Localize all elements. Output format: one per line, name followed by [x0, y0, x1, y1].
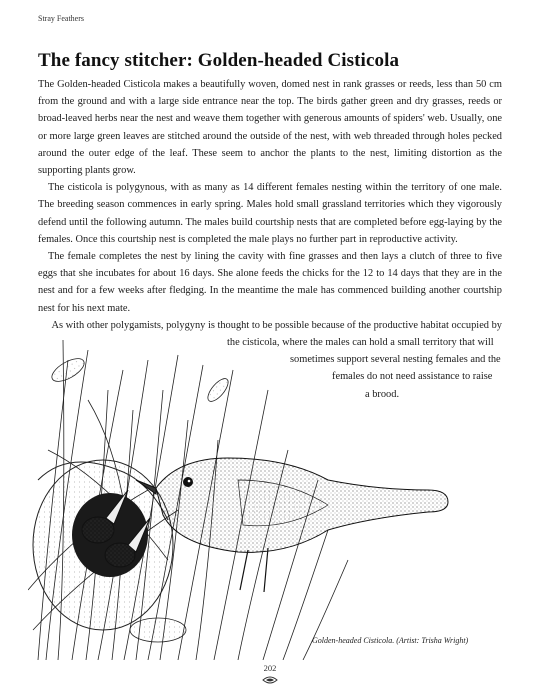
- paragraph-4-line-3: sometimes support several nesting females and the: [290, 354, 501, 366]
- paragraph-4-line-5: a brood.: [365, 388, 400, 400]
- paragraph-2: The cisticola is polygynous, with as many as 14 different females nesting within the territory of one male. The breeding season commences in early spring. Males hold small grassland territories which they vigorously defend until the following autumn. The males build courtship nests that are completed before egg-laying by the females. Once this courtship nest is completed the male plays no further part in reproductive activity.: [38, 182, 502, 245]
- paragraph-3: The female completes the nest by lining the cavity with fine grasses and then lays a clutch of three to five eggs that she incubates for about 16 days. She alone feeds the chicks for the 12 to 14 days that they are in the nest and for a few weeks after fledging. In the meantime the male has commenced building another courtship nest for his next mate.: [38, 251, 502, 314]
- adult-cisticola: [136, 458, 448, 592]
- nest: [33, 460, 173, 630]
- cisticola-illustration: [28, 330, 508, 660]
- figure-caption: Golden-headed Cisticola. (Artist: Trisha Wright): [312, 636, 469, 645]
- paragraph-4-line-2: the cisticola, where the males can hold a small territory that will: [227, 337, 494, 349]
- paragraph-4-line-1: As with other polygamists, polygyny is thought to be possible because of the productive habitat occupied by: [51, 319, 502, 331]
- article-title: The fancy stitcher: Golden-headed Cisticola: [38, 50, 400, 71]
- page-number: 202: [263, 663, 277, 673]
- paragraph-4-line-4: females do not need assistance to raise: [332, 371, 493, 383]
- page-ornament-icon: [262, 675, 278, 685]
- paragraph-1: The Golden-headed Cisticola makes a beautifully woven, domed nest in rank grasses or reeds, less than 50 cm from the ground and with a large side entrance near the top. The birds gather green and dry grasses, reeds or broad-leaved herbs near the nest and weave them together with generous amounts of spiders' web. Usually, one or more large green leaves are stitched around the outside of the nest, with web threaded through holes pecked around the outer edge of the leaf. These seem to anchor the plants to the nest, limiting distortion as the supporting plants grow.: [38, 79, 502, 177]
- running-header: Stray Feathers: [38, 14, 84, 23]
